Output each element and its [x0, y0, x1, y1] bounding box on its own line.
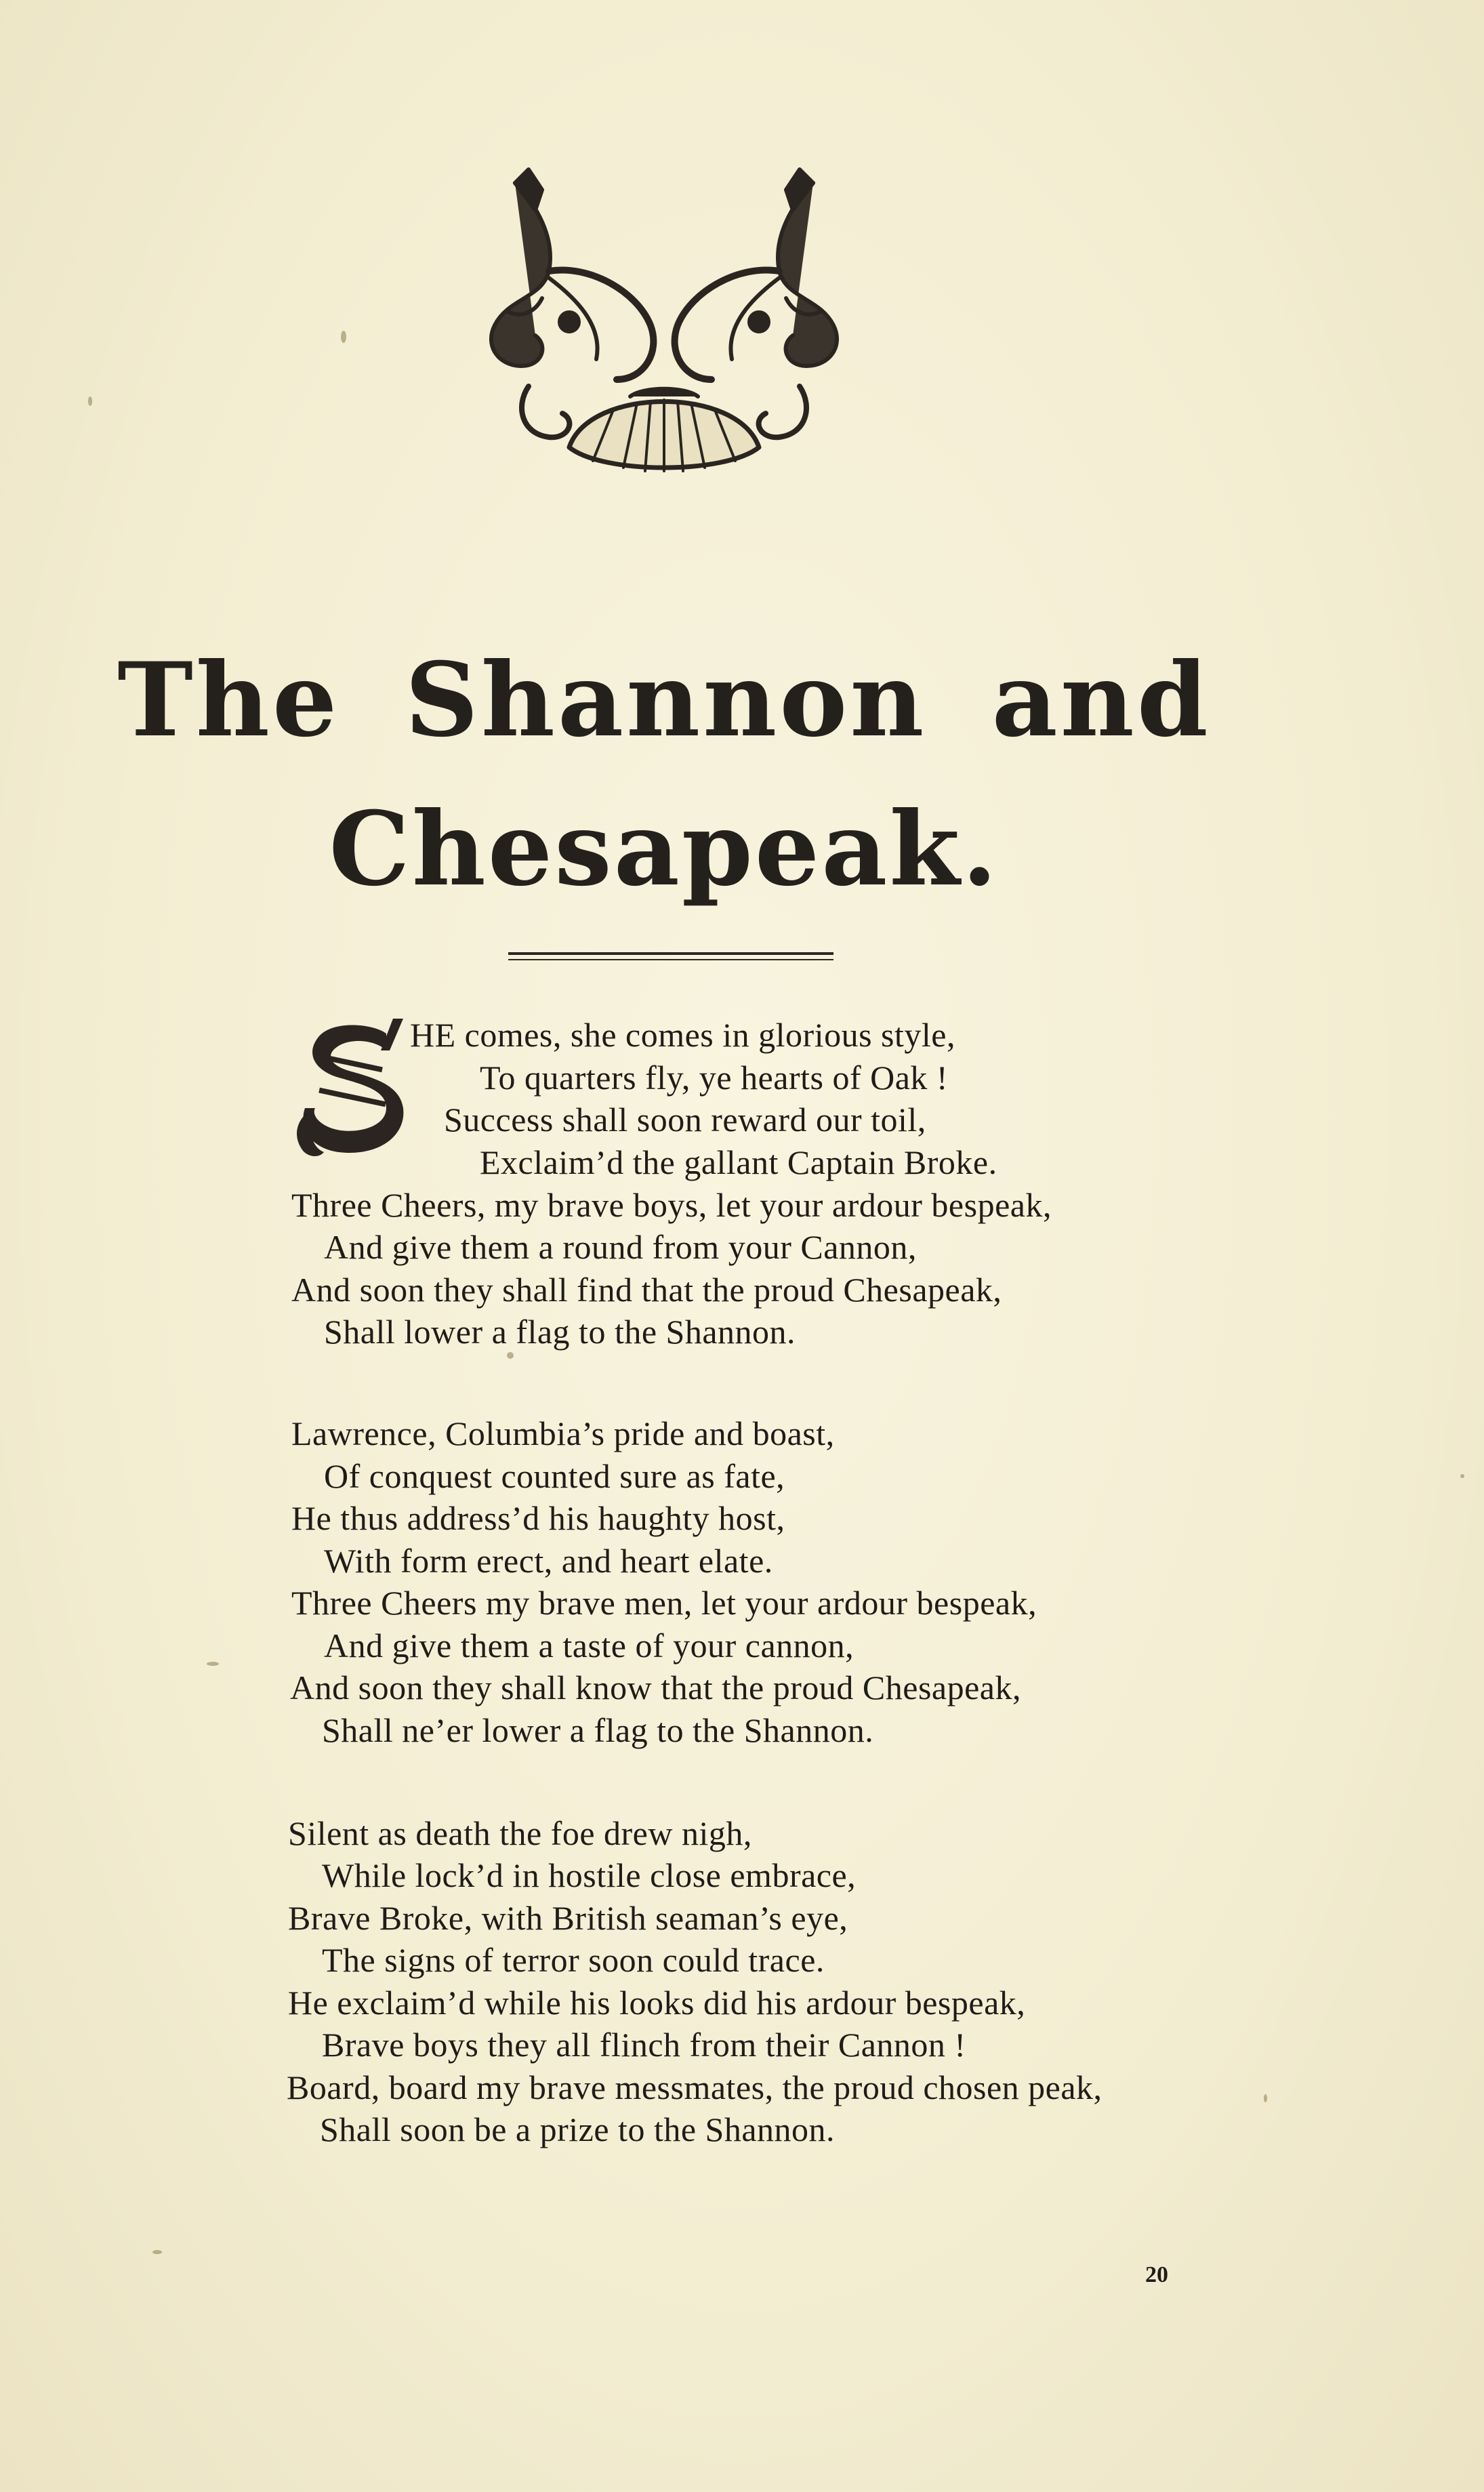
paper-speck — [507, 1352, 514, 1359]
stanza-1-line-8: Shall lower a flag to the Shannon. — [324, 1313, 796, 1351]
drop-cap-s-icon — [291, 1013, 407, 1162]
stanza-2-line-3: He thus address’d his haughty host, — [291, 1499, 785, 1537]
stanza-1-line-7: And soon they shall find that the proud Chesapeak, — [291, 1271, 1002, 1309]
paper-speck — [88, 396, 92, 406]
paper-speck — [341, 331, 346, 343]
stanza-2-line-2: Of conquest counted sure as fate, — [324, 1457, 785, 1495]
stanza-3-line-4: The signs of terror soon could trace. — [322, 1941, 825, 1979]
stanza-1-line-4: Exclaim’d the gallant Captain Broke. — [480, 1143, 997, 1181]
twin-dolphins-shell-ornament-icon — [468, 163, 861, 488]
title-divider-rule — [508, 952, 833, 960]
stanza-1-line-6: And give them a round from your Cannon, — [324, 1228, 917, 1266]
stanza-1-line-3: Success shall soon reward our toil, — [444, 1101, 926, 1139]
stanza-3-line-7: Board, board my brave messmates, the proud chosen peak, — [287, 2068, 1102, 2106]
paper-speck — [1264, 2094, 1267, 2102]
stanza-1-line-5: Three Cheers, my brave boys, let your ardour bespeak, — [291, 1186, 1052, 1224]
stanza-2-line-7: And soon they shall know that the proud Chesapeak, — [290, 1669, 1021, 1707]
stanza-3-line-6: Brave boys they all flinch from their Cannon ! — [322, 2026, 966, 2064]
paper-speck — [207, 1662, 219, 1666]
stanza-1-line-2: To quarters fly, ye hearts of Oak ! — [480, 1059, 949, 1097]
stanza-2-line-4: With form erect, and heart elate. — [324, 1542, 773, 1580]
paper-speck — [1460, 1474, 1464, 1478]
stanza-3-line-1: Silent as death the foe drew nigh, — [288, 1814, 752, 1852]
poem-title-line-2: Chesapeak. — [329, 790, 999, 909]
stanza-3-line-2: While lock’d in hostile close embrace, — [322, 1856, 857, 1894]
stanza-3-line-5: He exclaim’d while his looks did his ardour bespeak, — [288, 1984, 1026, 2022]
stanza-3-line-3: Brave Broke, with British seaman’s eye, — [288, 1899, 848, 1937]
stanza-2-line-8: Shall ne’er lower a flag to the Shannon. — [322, 1711, 874, 1749]
poem-title-line-1: The Shannon and — [117, 640, 1211, 760]
page-number: 20 — [1145, 2262, 1168, 2287]
stanza-2-line-1: Lawrence, Columbia’s pride and boast, — [291, 1414, 835, 1452]
paper-speck — [152, 2250, 162, 2254]
stanza-2-line-5: Three Cheers my brave men, let your ardour bespeak, — [291, 1584, 1037, 1622]
stanza-3-line-8: Shall soon be a prize to the Shannon. — [320, 2110, 836, 2148]
stanza-2-line-6: And give them a taste of your cannon, — [324, 1627, 854, 1664]
stanza-1-line-1: HE comes, she comes in glorious style, — [410, 1016, 955, 1054]
